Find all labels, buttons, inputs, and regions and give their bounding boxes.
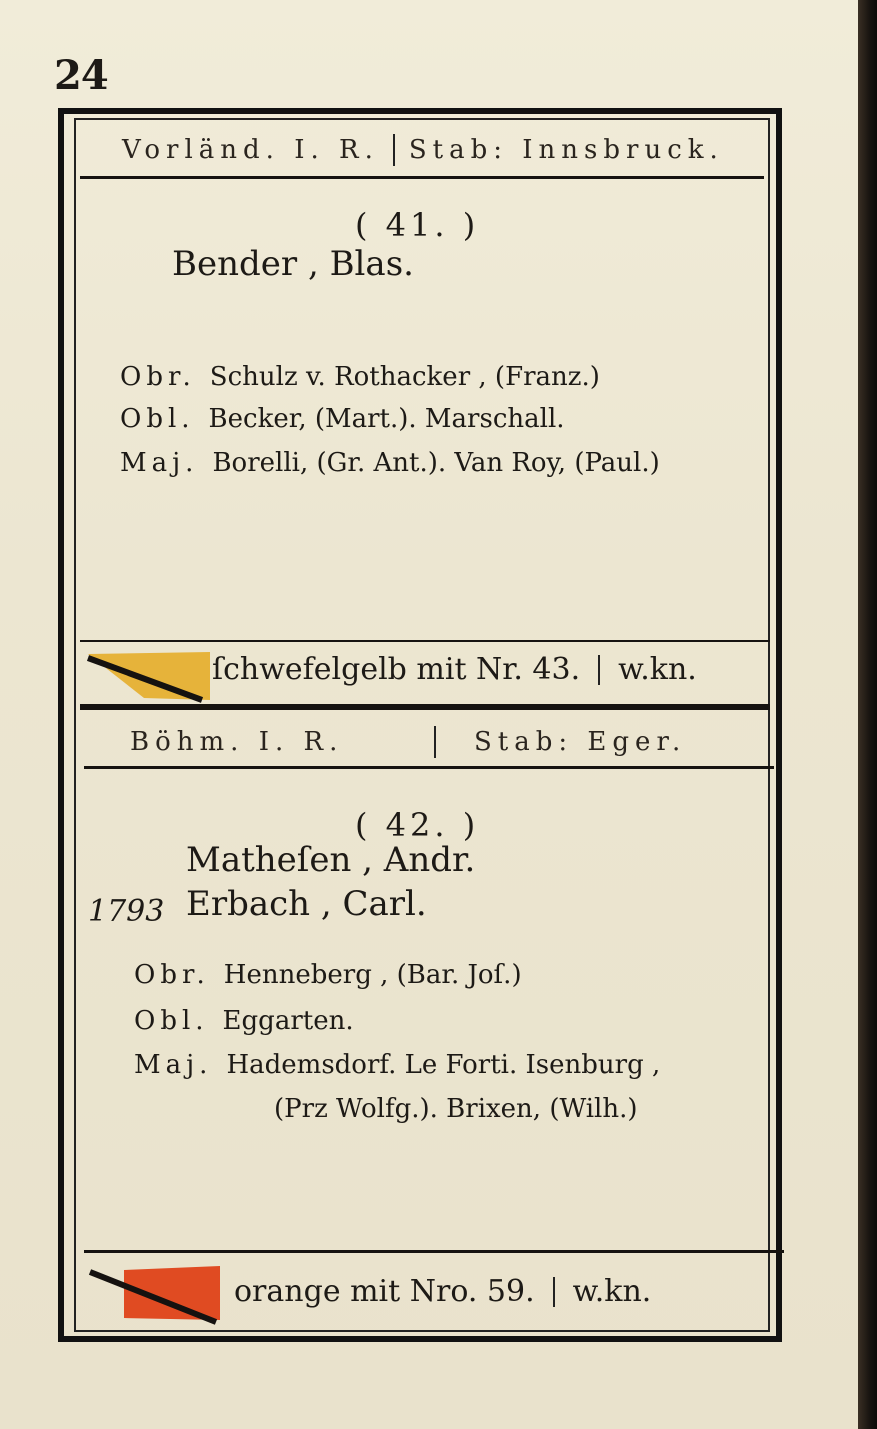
regiment-41-footer (212, 652, 697, 687)
officer-line: Obl. Becker, (Mart.). Marschall. (120, 404, 565, 434)
regiment-42-owner: Matheſen , Andr. (186, 840, 476, 880)
regiment-41-stab: Stab: Innsbruck. (408, 135, 724, 165)
footer-rule-top (84, 1250, 784, 1253)
regiment-42-footer (234, 1274, 651, 1309)
regiment-42-stab: Stab: Eger. (474, 727, 687, 757)
book-spine-edge (858, 0, 877, 1429)
officer-continuation: (Prz Wolfg.). Brixen, (Wilh.) (274, 1094, 638, 1124)
regiment-42-number: ( 42. ) (355, 806, 480, 844)
regiment-41-header (90, 128, 762, 172)
header-rule (80, 176, 764, 179)
officer-line: Obl. Eggarten. (134, 1006, 354, 1036)
regiment-41-number: ( 41. ) (355, 206, 480, 244)
footer-rule-top (80, 640, 770, 642)
regiment-41-name: Vorländ. I. R. (122, 135, 379, 165)
header-rule (84, 766, 774, 769)
regiment-41-facing: ſchwefelgelb mit Nr. 43. (212, 652, 581, 687)
footer-separator (598, 655, 600, 685)
officer-line: Obr. Schulz v. Rothacker , (Franz.) (120, 362, 600, 392)
officer-line: Maj. Hademsdorf. Le Forti. Isenburg , (134, 1050, 661, 1080)
footer-separator (553, 1277, 555, 1307)
regiment-41-owner: Bender , Blas. (172, 244, 414, 284)
regiment-41-buttons: w.kn. (618, 652, 697, 687)
regiment-42-header (90, 720, 762, 764)
facing-color-swatch-yellow (84, 648, 214, 704)
header-separator (434, 726, 436, 758)
swatch-fill (88, 652, 210, 700)
officer-line: Obr. Henneberg , (Bar. Joſ.) (134, 960, 522, 990)
header-separator (393, 134, 395, 166)
regiment-42-buttons: w.kn. (572, 1274, 652, 1309)
regiment-42-second-owner: Erbach , Carl. (186, 884, 427, 924)
facing-color-swatch-orange (84, 1260, 224, 1326)
officer-line: Maj. Borelli, (Gr. Ant.). Van Roy, (Paul.) (120, 448, 660, 478)
regiment-42-facing: orange mit Nro. 59. (234, 1274, 535, 1309)
regiment-42-year: 1793 (88, 894, 165, 929)
regiment-42-name: Böhm. I. R. (130, 727, 344, 757)
section-divider (80, 704, 770, 710)
page-number: 24 (54, 52, 108, 99)
